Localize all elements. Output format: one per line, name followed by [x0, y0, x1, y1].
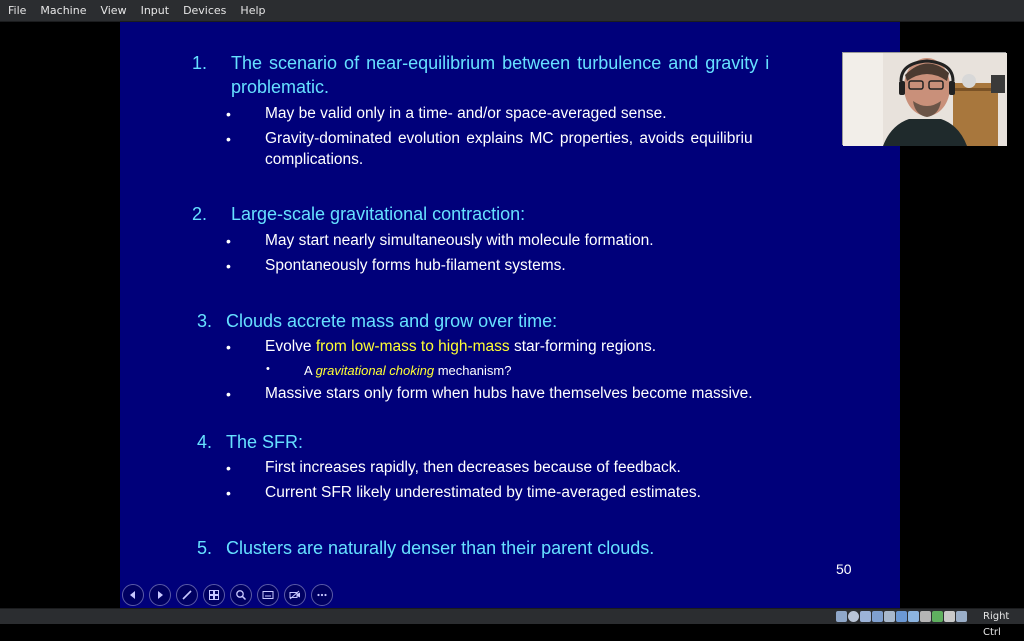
webcam-overlay — [842, 52, 1006, 145]
presentation-slide — [120, 22, 900, 608]
vm-menubar — [0, 0, 1024, 22]
item-2-bullet-2: Spontaneously forms hub-filament systems. — [265, 257, 566, 274]
grid-icon — [208, 589, 220, 601]
camera-off-icon — [289, 589, 301, 601]
status-icons — [836, 611, 967, 622]
hdd-icon[interactable] — [836, 611, 847, 622]
item-1-bullet-2-cont: complications. — [265, 151, 364, 168]
item-2-title: Large-scale gravitational contraction: — [231, 204, 526, 224]
network-icon[interactable] — [872, 611, 883, 622]
item-5-title: Clusters are naturally denser than their parent clouds. — [226, 538, 655, 558]
optical-icon[interactable] — [848, 611, 859, 622]
audio-icon[interactable] — [860, 611, 871, 622]
menu-view[interactable]: View — [100, 3, 127, 17]
menu-file[interactable]: File — [8, 3, 27, 17]
slideshow-controls — [122, 584, 333, 606]
item-4-number: 4. — [197, 432, 213, 452]
menu-machine[interactable]: Machine — [40, 3, 87, 17]
bullet-dot: • — [226, 233, 231, 249]
recording-icon[interactable] — [920, 611, 931, 622]
webcam-person-image — [843, 53, 1007, 146]
item-1-bullet-2: Gravity-dominated evolution explains MC properties, avoids equilibriu — [265, 130, 753, 147]
item-1-title-line1: The scenario of near-equilibrium between turbulence and gravity i — [231, 53, 770, 73]
item-1-number: 1. — [192, 53, 208, 73]
pen-icon — [181, 589, 193, 601]
magnifier-icon — [235, 589, 247, 601]
menu-devices[interactable]: Devices — [183, 3, 227, 17]
item-5-number: 5. — [197, 538, 213, 558]
vm-screen[interactable] — [0, 22, 1024, 608]
item-3-bullet-2: Massive stars only form when hubs have themselves become massive. — [265, 385, 753, 402]
mouse-icon[interactable] — [944, 611, 955, 622]
menu-help[interactable]: Help — [240, 3, 266, 17]
item-4-bullet-2: Current SFR likely underestimated by time-averaged estimates. — [265, 484, 701, 501]
next-slide-button[interactable] — [149, 584, 171, 606]
cpu-icon[interactable] — [932, 611, 943, 622]
bullet-dot: • — [226, 339, 231, 355]
item-4-title: The SFR: — [226, 432, 304, 452]
bullet-dot: • — [226, 485, 231, 501]
bullet-dot: • — [226, 131, 231, 147]
more-options-button[interactable] — [311, 584, 333, 606]
highlight-low-to-high-mass: from low-mass to high-mass — [315, 338, 510, 355]
item-1-title-line2: problematic. — [231, 77, 330, 97]
vm-statusbar — [0, 608, 1024, 638]
bullet-dot: • — [226, 386, 231, 402]
item-2-number: 2. — [192, 204, 208, 224]
host-key-label: Right Ctrl — [983, 611, 1010, 638]
ellipsis-icon — [316, 589, 328, 601]
item-2-bullet-1: May start nearly simultaneously with molecule formation. — [265, 232, 654, 249]
subtitles-button[interactable] — [257, 584, 279, 606]
shared-folder-icon[interactable] — [896, 611, 907, 622]
item-3-number: 3. — [197, 311, 213, 331]
highlight-gravitational-choking: gravitational choking — [315, 363, 435, 378]
triangle-left-icon — [127, 589, 139, 601]
keyboard-icon[interactable] — [956, 611, 967, 622]
see-all-slides-button[interactable] — [203, 584, 225, 606]
camera-button[interactable] — [284, 584, 306, 606]
slide-page-number: 50 — [836, 561, 852, 577]
item-3-bullet-1: Evolve from low-mass to high-mass star-forming regions. — [265, 338, 657, 355]
triangle-right-icon — [154, 589, 166, 601]
bullet-dot: • — [226, 258, 231, 274]
pen-tool-button[interactable] — [176, 584, 198, 606]
menu-input[interactable]: Input — [140, 3, 170, 17]
bullet-dot: • — [266, 363, 270, 375]
previous-slide-button[interactable] — [122, 584, 144, 606]
display-icon[interactable] — [908, 611, 919, 622]
item-3-title: Clouds accrete mass and grow over time: — [226, 311, 558, 331]
item-3-sub-bullet: A gravitational choking mechanism? — [304, 363, 512, 378]
item-4-bullet-1: First increases rapidly, then decreases because of feedback. — [265, 459, 681, 476]
subtitles-icon — [262, 589, 274, 601]
zoom-button[interactable] — [230, 584, 252, 606]
bullet-dot: • — [226, 106, 231, 122]
item-1-bullet-1: May be valid only in a time- and/or space-averaged sense. — [265, 105, 667, 122]
bullet-dot: • — [226, 460, 231, 476]
usb-icon[interactable] — [884, 611, 895, 622]
